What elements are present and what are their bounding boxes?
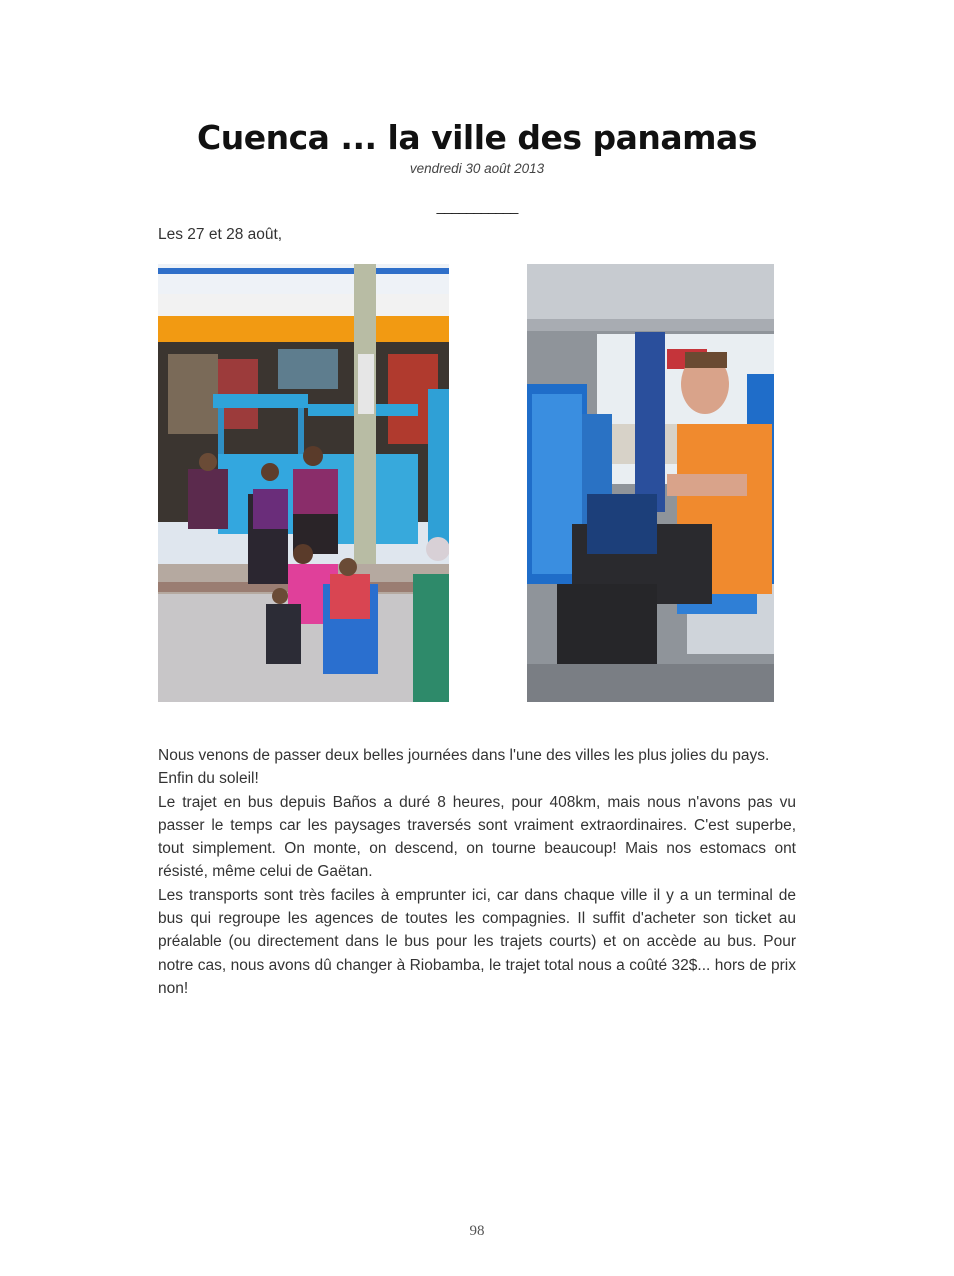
intro-text: Les 27 et 28 août, — [158, 226, 283, 243]
page-number: 98 — [469, 1223, 485, 1239]
photo-bus-passenger — [527, 264, 774, 702]
post-date: vendredi 30 août 2013 — [409, 161, 545, 176]
separator-line: ___________ — [436, 198, 518, 215]
photo-street-market — [158, 264, 449, 702]
paragraph: Les transports sont très faciles à emprunter ici, car dans chaque ville il y a un terminal de bus qui regroupe les agences de toutes les compagnies. Il suffit d'acheter son ticket au préalable (ou directement dans le bus pour les trajets courts) et on accède au bus. Pour notre cas, nous avons dû changer à Riobamba, le trajet total nous a coûté 32$... hors de prix non! — [158, 886, 796, 997]
article-body — [158, 744, 796, 1000]
paragraph: Le trajet en bus depuis Baños a duré 8 heures, pour 408km, mais nous n'avons pas vu passer le temps car les paysages traversés sont vraiment extraordinaires. C'est superbe, tout simplement. On monte, on descend, on tourne beaucoup! Mais nos estomacs ont résisté, même celui de Gaëtan. — [158, 793, 796, 881]
page-title: Cuenca ... la ville des panamas — [197, 118, 757, 157]
paragraph: Nous venons de passer deux belles journées dans l'une des villes les plus jolies du pays. — [158, 747, 770, 764]
paragraph: Enfin du soleil! — [158, 770, 259, 788]
